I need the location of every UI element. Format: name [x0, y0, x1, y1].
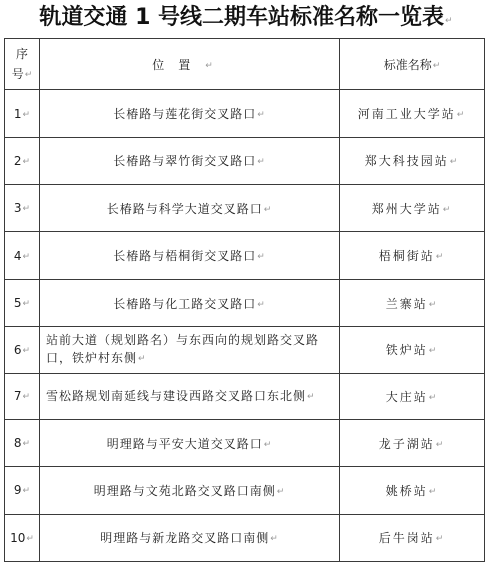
- paragraph-mark-icon: ↵: [257, 157, 266, 168]
- paragraph-mark-icon: ↵: [428, 346, 439, 357]
- paragraph-mark-icon: ↵: [257, 110, 266, 121]
- row-station-name: 后牛岗站↵: [340, 514, 485, 561]
- paragraph-mark-icon: ↵: [428, 299, 439, 310]
- paragraph-mark-icon: ↵: [22, 156, 31, 167]
- paragraph-mark-icon: ↵: [435, 534, 446, 545]
- paragraph-mark-icon: ↵: [428, 486, 439, 497]
- row-station-name: 龙子湖站↵: [340, 419, 485, 466]
- table-row: [5, 185, 485, 232]
- paragraph-mark-icon: ↵: [22, 251, 31, 262]
- table-row: [5, 514, 485, 561]
- paragraph-mark-icon: ↵: [276, 486, 286, 497]
- table-header-row: [5, 39, 485, 90]
- paragraph-mark-icon: ↵: [22, 204, 31, 215]
- header-number-bottom: 号↵: [11, 66, 33, 81]
- paragraph-mark-icon: ↵: [138, 354, 147, 365]
- paragraph-mark-icon: ↵: [22, 392, 31, 403]
- table-row: [5, 232, 485, 279]
- document-title: [0, 3, 492, 33]
- row-location: 站前大道（规划路名）与东西向的规划路交叉路口，铁炉村东侧↵: [40, 327, 340, 373]
- table-row: [5, 90, 485, 137]
- table-row: [5, 327, 485, 373]
- paragraph-mark-icon: ↵: [449, 157, 460, 168]
- header-number-top: 序: [15, 46, 28, 61]
- paragraph-mark-icon: ↵: [263, 204, 273, 215]
- title-text: 轨道交通 1 号线二期车站标准名称一览表: [39, 5, 445, 30]
- row-number: 5↵: [5, 279, 40, 326]
- paragraph-mark-icon: ↵: [22, 486, 31, 497]
- row-location: 明理路与平安大道交叉路口↵: [40, 419, 340, 466]
- row-station-name: 郑大科技园站↵: [340, 137, 485, 184]
- row-location: 雪松路规划南延线与建设西路交叉路口东北侧↵: [40, 373, 340, 419]
- paragraph-mark-icon: ↵: [445, 16, 453, 26]
- header-number: [5, 39, 40, 90]
- row-number: 1↵: [5, 90, 40, 137]
- paragraph-mark-icon: ↵: [22, 109, 31, 120]
- row-location: 明理路与新龙路交叉路口南侧↵: [40, 514, 340, 561]
- row-location: 长椿路与科学大道交叉路口↵: [40, 185, 340, 232]
- paragraph-mark-icon: ↵: [456, 110, 467, 121]
- row-station-name: 梧桐街站↵: [340, 232, 485, 279]
- paragraph-mark-icon: ↵: [22, 299, 31, 309]
- row-number: 10↵: [5, 514, 40, 561]
- header-standard-name: 标准名称↵: [340, 39, 485, 90]
- row-number: 4↵: [5, 232, 40, 279]
- row-number: 9↵: [5, 467, 40, 514]
- table-row: [5, 279, 485, 326]
- paragraph-mark-icon: ↵: [263, 439, 273, 450]
- table-row: [5, 467, 485, 514]
- paragraph-mark-icon: ↵: [270, 534, 279, 545]
- row-number: 8↵: [5, 419, 40, 466]
- row-location: 长椿路与翠竹街交叉路口↵: [40, 137, 340, 184]
- paragraph-mark-icon: ↵: [442, 204, 453, 215]
- row-station-name: 河南工业大学站↵: [340, 90, 485, 137]
- table-row: [5, 419, 485, 466]
- row-station-name: 兰寨站↵: [340, 279, 485, 326]
- header-location: 位置↵: [40, 39, 340, 90]
- row-location: 长椿路与莲花街交叉路口↵: [40, 90, 340, 137]
- row-station-name: 姚桥站↵: [340, 467, 485, 514]
- table-row: [5, 137, 485, 184]
- row-station-name: 郑州大学站↵: [340, 185, 485, 232]
- paragraph-mark-icon: ↵: [432, 60, 441, 71]
- table-row: [5, 373, 485, 419]
- paragraph-mark-icon: ↵: [26, 533, 34, 544]
- paragraph-mark-icon: ↵: [22, 439, 31, 450]
- paragraph-mark-icon: ↵: [435, 439, 446, 450]
- paragraph-mark-icon: ↵: [24, 69, 33, 80]
- paragraph-mark-icon: ↵: [428, 392, 439, 403]
- row-location: 长椿路与化工路交叉路口↵: [40, 279, 340, 326]
- row-station-name: 铁炉站↵: [340, 327, 485, 373]
- paragraph-mark-icon: ↵: [307, 391, 316, 402]
- row-number: 6↵: [5, 327, 40, 373]
- paragraph-mark-icon: ↵: [435, 252, 446, 263]
- row-number: 3↵: [5, 185, 40, 232]
- paragraph-mark-icon: ↵: [257, 252, 266, 263]
- paragraph-mark-icon: ↵: [257, 299, 266, 310]
- paragraph-mark-icon: ↵: [22, 345, 31, 356]
- row-location: 明理路与文苑北路交叉路口南侧↵: [40, 467, 340, 514]
- row-station-name: 大庄站↵: [340, 373, 485, 419]
- paragraph-mark-icon: ↵: [205, 60, 227, 71]
- row-location: 长椿路与梧桐街交叉路口↵: [40, 232, 340, 279]
- row-number: 7↵: [5, 373, 40, 419]
- row-number: 2↵: [5, 137, 40, 184]
- station-name-table: [4, 38, 485, 562]
